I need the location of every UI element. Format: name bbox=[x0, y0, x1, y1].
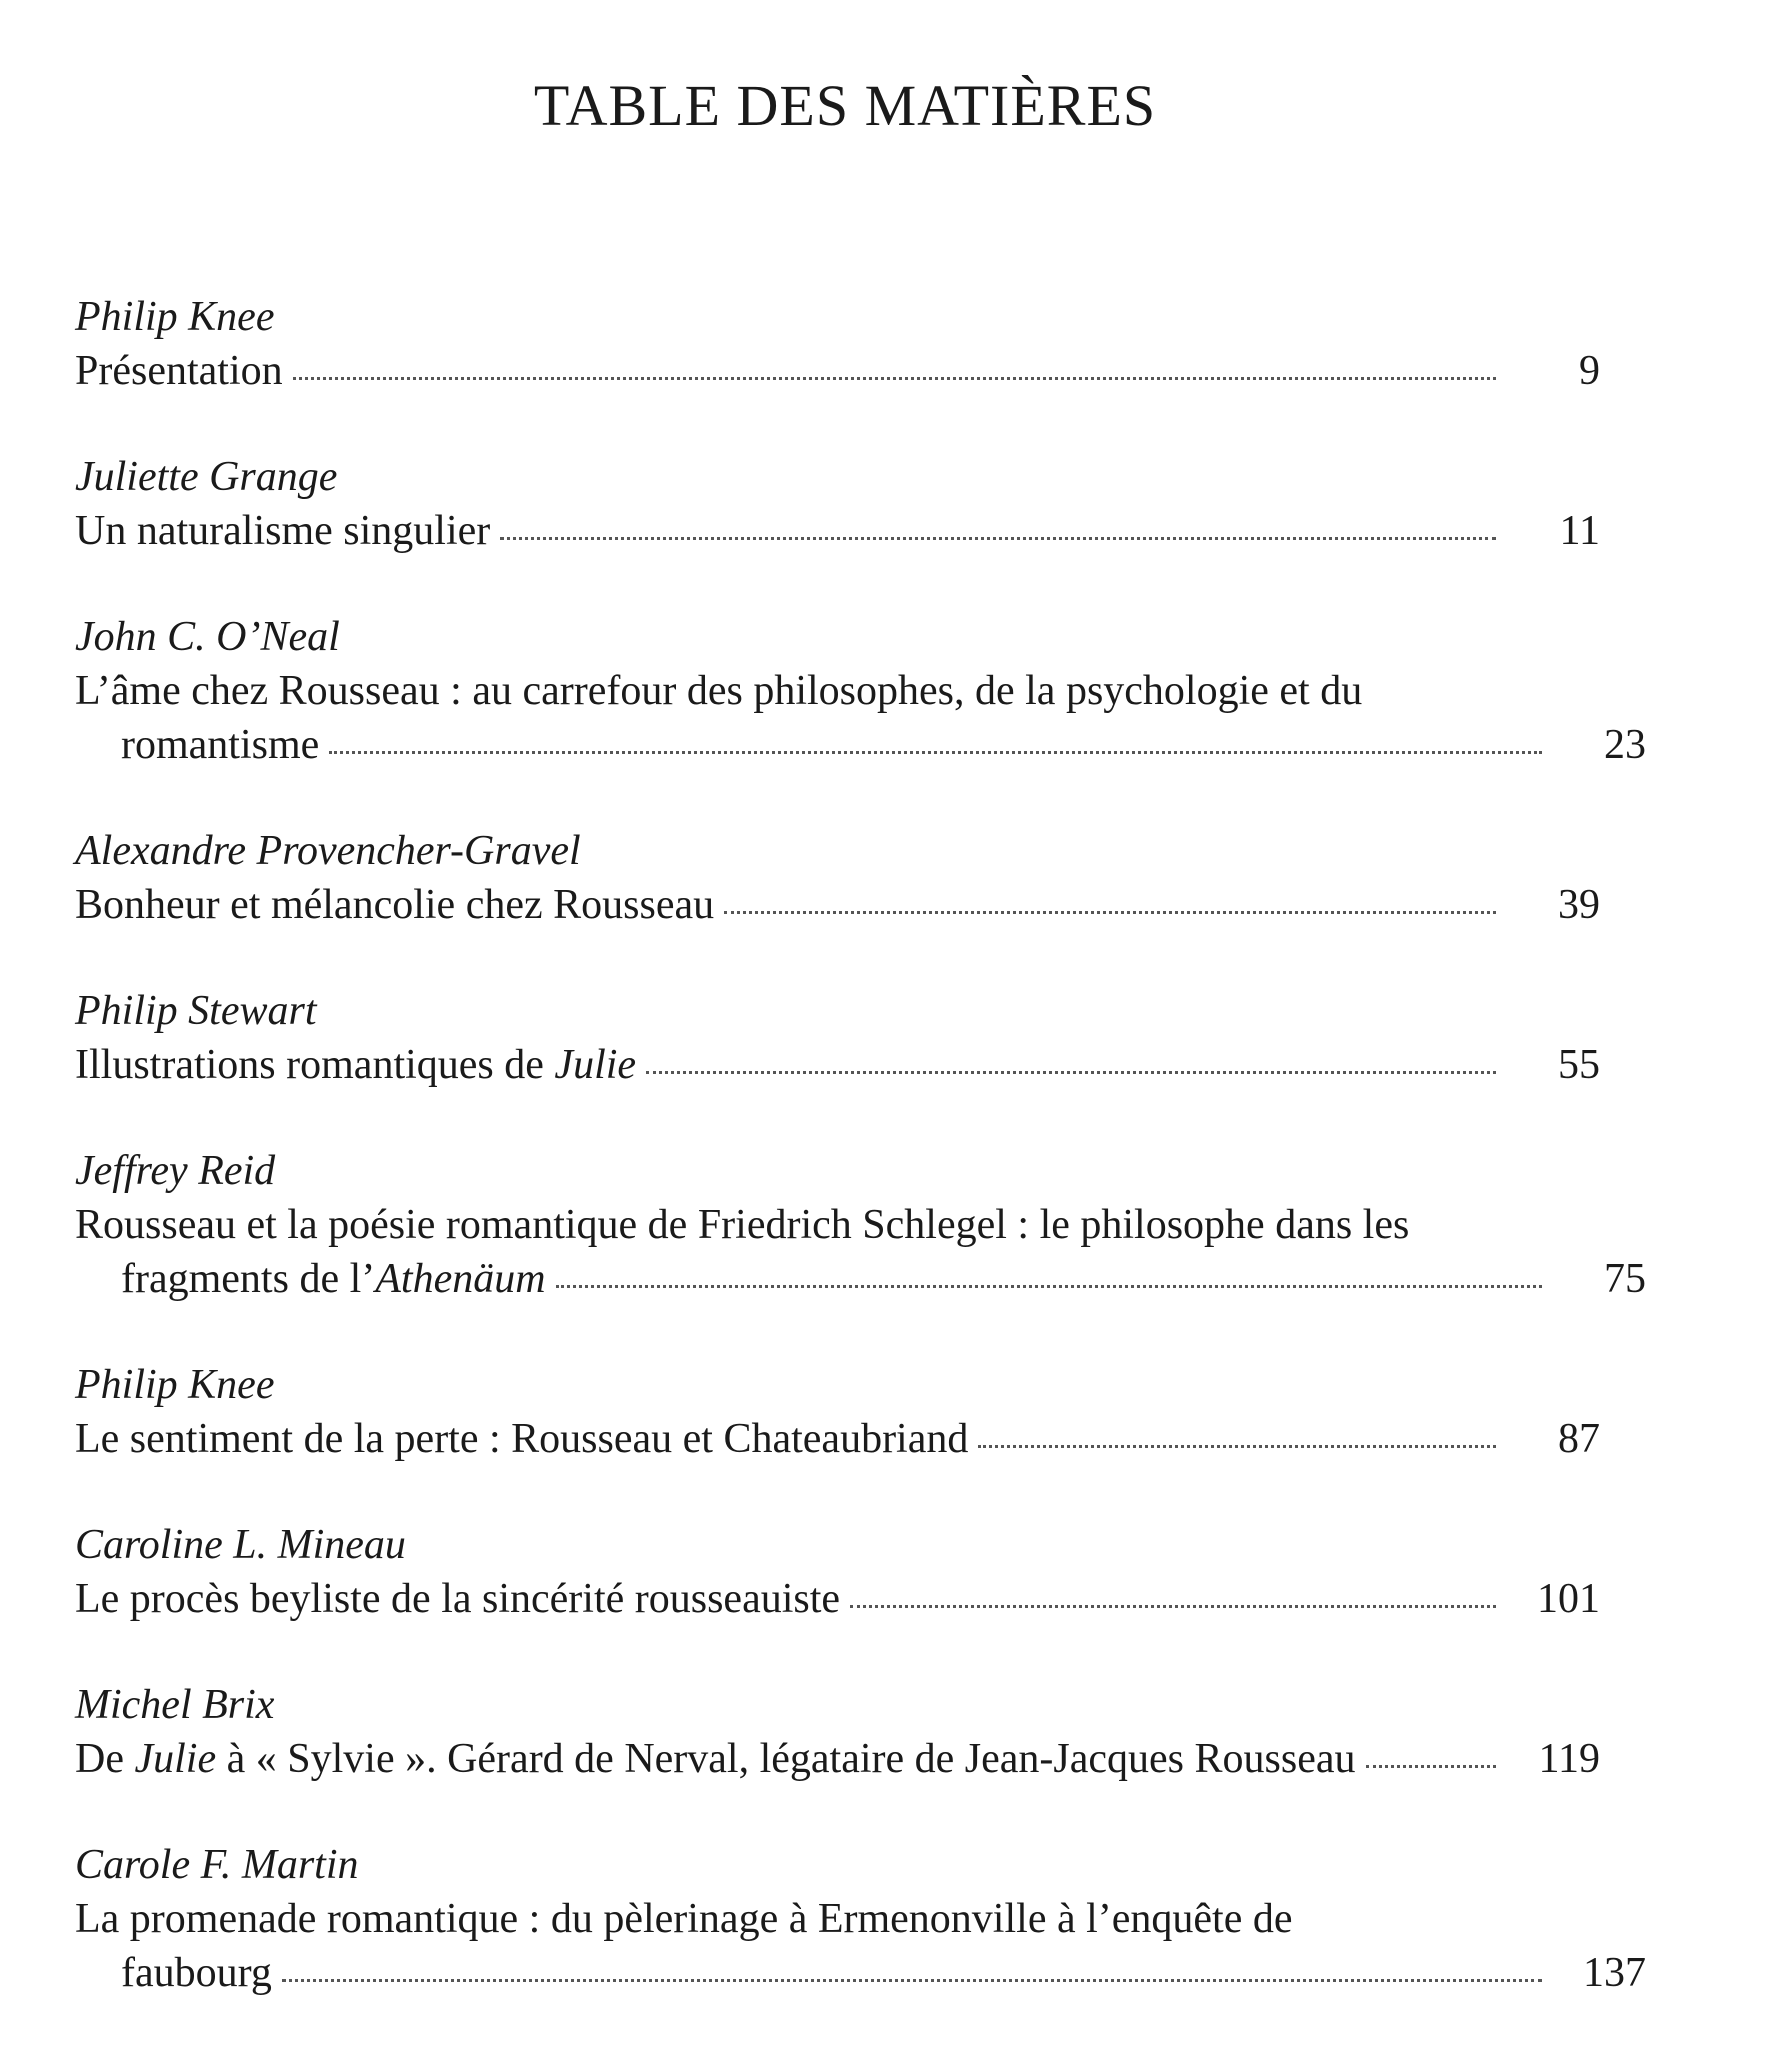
entry-title bbox=[75, 504, 490, 558]
entry-title bbox=[75, 1572, 840, 1626]
entry-author: Philip Knee bbox=[75, 1362, 275, 1408]
dot-leader bbox=[282, 1979, 1542, 1982]
entry-title-first-line: L’âme chez Rousseau : au carrefour des philosophes, de la psychologie et du bbox=[75, 668, 1363, 714]
entry-title-line[interactable] bbox=[75, 1732, 1600, 1786]
entry-title bbox=[75, 1412, 968, 1466]
page-title: TABLE DES MATIÈRES bbox=[533, 73, 1157, 138]
toc-entry bbox=[75, 1144, 1646, 1306]
dot-leader bbox=[850, 1605, 1496, 1608]
entry-title-text: Le sentiment de la perte : Rousseau et Chateaubriand bbox=[75, 1416, 969, 1462]
entry-title-line[interactable] bbox=[75, 1252, 1646, 1306]
entry-author: John C. O’Neal bbox=[75, 614, 340, 660]
entry-title-line[interactable] bbox=[75, 878, 1600, 932]
entry-author: Michel Brix bbox=[75, 1682, 275, 1728]
toc-entry bbox=[75, 1358, 1600, 1466]
entry-title bbox=[75, 1038, 636, 1092]
toc-entry bbox=[75, 1678, 1600, 1786]
entry-author: Juliette Grange bbox=[75, 454, 338, 500]
entry-title bbox=[121, 1252, 546, 1306]
toc-entry bbox=[75, 824, 1600, 932]
entry-title-text: Présentation bbox=[75, 348, 283, 394]
entry-page-number: 87 bbox=[1558, 1416, 1600, 1462]
dot-leader bbox=[724, 911, 1496, 914]
entry-title-line[interactable] bbox=[75, 1038, 1600, 1092]
entry-title bbox=[75, 878, 714, 932]
entry-page-number: 39 bbox=[1558, 882, 1600, 928]
dot-leader bbox=[1366, 1765, 1496, 1768]
entry-page-number: 55 bbox=[1558, 1042, 1600, 1088]
entry-title-italic: Julie bbox=[554, 1042, 637, 1088]
entry-title bbox=[75, 344, 283, 398]
entry-title-text: romantisme bbox=[121, 722, 320, 768]
entry-author: Philip Knee bbox=[75, 294, 275, 340]
toc-entry bbox=[75, 984, 1600, 1092]
dot-leader bbox=[556, 1285, 1542, 1288]
entry-title-text: Bonheur et mélancolie chez Rousseau bbox=[75, 882, 715, 928]
entry-title-text-after: à « Sylvie ». Gérard de Nerval, légataire de Jean-Jacques Rousseau bbox=[216, 1736, 1356, 1782]
entry-page-number: 119 bbox=[1538, 1736, 1600, 1782]
entry-title-text: fragments de l’ bbox=[121, 1256, 376, 1302]
entry-title-first-line: La promenade romantique : du pèlerinage à Ermenonville à l’enquête de bbox=[75, 1896, 1293, 1942]
entry-author: Carole F. Martin bbox=[75, 1842, 359, 1888]
toc-list bbox=[75, 290, 1646, 2052]
entry-title bbox=[121, 718, 319, 772]
entry-title-text: De bbox=[75, 1736, 135, 1782]
entry-title-line[interactable] bbox=[75, 1572, 1600, 1626]
entry-title-line[interactable] bbox=[75, 1412, 1600, 1466]
entry-page-number: 137 bbox=[1583, 1950, 1646, 1996]
entry-page-number: 23 bbox=[1604, 722, 1646, 768]
entry-author: Alexandre Provencher-Gravel bbox=[75, 828, 581, 874]
entry-author: Jeffrey Reid bbox=[75, 1148, 276, 1194]
dot-leader bbox=[293, 377, 1496, 380]
entry-title-text: Le procès beyliste de la sincérité rousseauiste bbox=[75, 1576, 841, 1622]
entry-author: Caroline L. Mineau bbox=[75, 1522, 406, 1568]
entry-title bbox=[75, 1732, 1356, 1786]
entry-page-number: 9 bbox=[1579, 348, 1600, 394]
entry-title-text: faubourg bbox=[121, 1950, 272, 1996]
toc-entry bbox=[75, 610, 1646, 772]
toc-entry bbox=[75, 450, 1600, 558]
dot-leader bbox=[329, 751, 1542, 754]
dot-leader bbox=[978, 1445, 1496, 1448]
toc-entry bbox=[75, 1838, 1646, 2000]
entry-title bbox=[121, 1946, 272, 2000]
entry-title-line[interactable] bbox=[75, 504, 1600, 558]
entry-title-italic: Julie bbox=[134, 1736, 217, 1782]
entry-page-number: 11 bbox=[1559, 508, 1600, 554]
entry-page-number: 101 bbox=[1537, 1576, 1600, 1622]
entry-title-text: Illustrations romantiques de bbox=[75, 1042, 555, 1088]
toc-entry bbox=[75, 1518, 1600, 1626]
entry-author: Philip Stewart bbox=[75, 988, 317, 1034]
entry-title-line[interactable] bbox=[75, 344, 1600, 398]
entry-title-text: Un naturalisme singulier bbox=[75, 508, 491, 554]
entry-title-line[interactable] bbox=[75, 718, 1646, 772]
dot-leader bbox=[646, 1071, 1496, 1074]
toc-entry bbox=[75, 290, 1600, 398]
entry-title-first-line: Rousseau et la poésie romantique de Friedrich Schlegel : le philosophe dans les bbox=[75, 1202, 1410, 1248]
entry-title-line[interactable] bbox=[75, 1946, 1646, 2000]
entry-title-italic: Athenäum bbox=[375, 1256, 546, 1302]
dot-leader bbox=[500, 537, 1496, 540]
entry-page-number: 75 bbox=[1604, 1256, 1646, 1302]
